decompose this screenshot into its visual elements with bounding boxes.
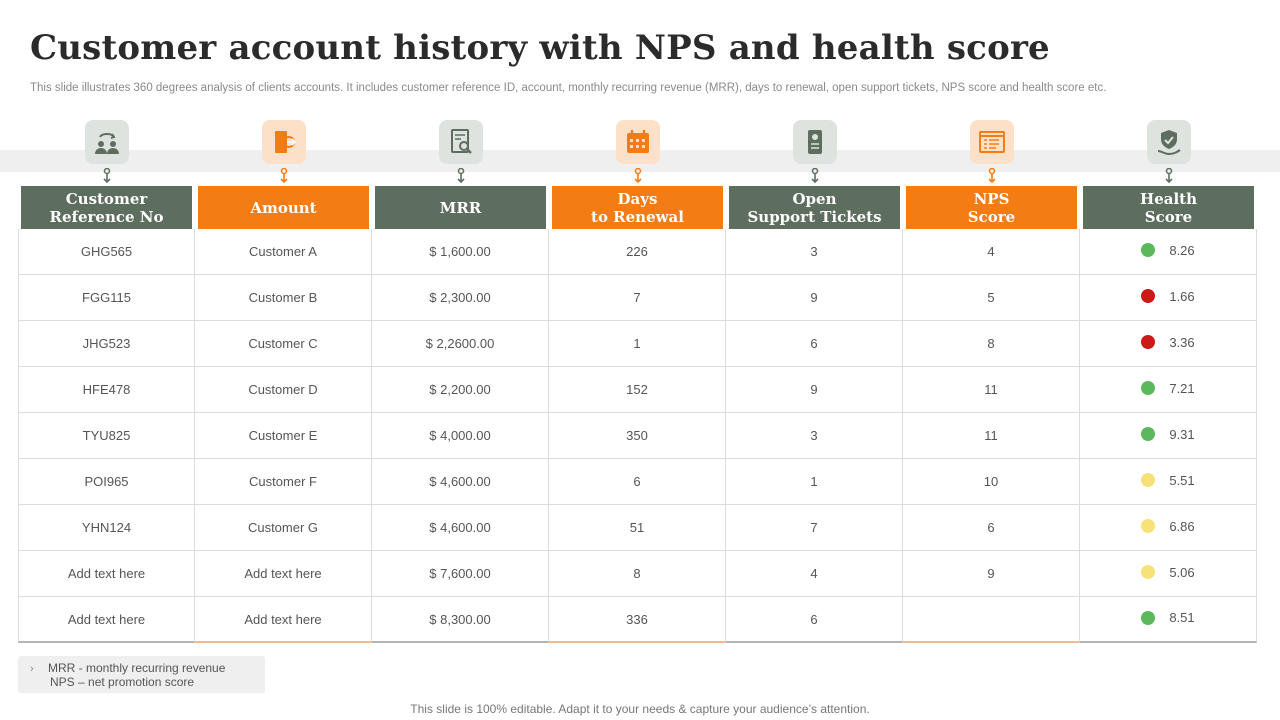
cell-mrr: $ 2,2600.00 [372,321,549,367]
icon-cell [903,120,1080,186]
cell-amount: Customer C [195,321,372,367]
page-title: Customer account history with NPS and health score [30,28,1050,68]
cell-reference: POI965 [18,459,195,505]
cell-days-to-renewal: 51 [549,505,726,551]
note-line-nps: NPS – net promotion score [50,675,195,689]
calendar-icon [616,120,660,164]
cell-nps-score: 6 [903,505,1080,551]
column-icons [18,120,1257,186]
cell-support-tickets: 6 [726,321,903,367]
status-dot-icon [1141,611,1155,625]
health-score-value: 8.51 [1169,610,1195,626]
cell-support-tickets: 7 [726,505,903,551]
page-subtitle: This slide illustrates 360 degrees analysis of clients accounts. It includes customer reference ID, account, monthly recurring revenue (MRR), days to renewal, open support tickets, NPS score and health score etc. [30,82,1107,94]
status-dot-icon [1141,565,1155,579]
table-row [18,229,1257,275]
cell-health-score [1080,459,1257,505]
cell-days-to-renewal: 226 [549,229,726,275]
table-row [18,505,1257,551]
connector-arrow-icon [102,168,112,184]
connector-arrow-icon [987,168,997,184]
exit-door-icon [262,120,306,164]
health-score-value: 5.06 [1169,564,1195,580]
connector-arrow-icon [1164,168,1174,184]
cell-days-to-renewal: 1 [549,321,726,367]
ticket-icon [793,120,837,164]
cell-amount: Customer E [195,413,372,459]
icon-cell [18,120,195,186]
cell-days-to-renewal: 8 [549,551,726,597]
connector-arrow-icon [633,168,643,184]
health-score-value: 3.36 [1169,334,1195,350]
cell-mrr: $ 4,600.00 [372,459,549,505]
health-score-value: 5.51 [1169,472,1195,488]
connector-arrow-icon [456,168,466,184]
column-header-nps-score: NPS Score [903,186,1080,229]
icon-cell [1080,120,1257,186]
status-dot-icon [1141,473,1155,487]
column-header-health-score: Health Score [1080,186,1257,229]
cell-support-tickets: 3 [726,229,903,275]
health-score-value: 1.66 [1169,288,1195,304]
table-row [18,551,1257,597]
cell-nps-score: 11 [903,413,1080,459]
cell-mrr: $ 2,200.00 [372,367,549,413]
column-header-days-to-renewal: Days to Renewal [549,186,726,229]
cell-reference: Add text here [18,597,195,643]
column-header-mrr: MRR [372,186,549,229]
cell-amount: Add text here [195,551,372,597]
cell-support-tickets: 9 [726,275,903,321]
table-row [18,275,1257,321]
cell-days-to-renewal: 6 [549,459,726,505]
table-row [18,413,1257,459]
cell-days-to-renewal: 336 [549,597,726,643]
cell-nps-score: 4 [903,229,1080,275]
cell-reference: YHN124 [18,505,195,551]
cell-mrr: $ 7,600.00 [372,551,549,597]
health-score-value: 8.26 [1169,242,1195,258]
column-header-reference: Customer Reference No [18,186,195,229]
cell-health-score [1080,551,1257,597]
cell-reference: FGG115 [18,275,195,321]
cell-nps-score: 5 [903,275,1080,321]
cell-amount: Customer D [195,367,372,413]
cell-reference: TYU825 [18,413,195,459]
table-row [18,459,1257,505]
cell-mrr: $ 2,300.00 [372,275,549,321]
cell-amount: Add text here [195,597,372,643]
cell-amount: Customer F [195,459,372,505]
table-row [18,597,1257,643]
cell-days-to-renewal: 350 [549,413,726,459]
cell-support-tickets: 1 [726,459,903,505]
cell-mrr: $ 1,600.00 [372,229,549,275]
table-header-row [18,186,1257,229]
cell-amount: Customer B [195,275,372,321]
connector-arrow-icon [279,168,289,184]
icon-cell [549,120,726,186]
cell-health-score [1080,597,1257,643]
cell-health-score [1080,321,1257,367]
column-header-amount: Amount [195,186,372,229]
cell-nps-score [903,597,1080,643]
cell-support-tickets: 9 [726,367,903,413]
cell-days-to-renewal: 7 [549,275,726,321]
chevron-right-icon: › [30,663,34,675]
cell-support-tickets: 6 [726,597,903,643]
cell-days-to-renewal: 152 [549,367,726,413]
connector-arrow-icon [810,168,820,184]
cell-health-score [1080,413,1257,459]
people-exchange-icon [85,120,129,164]
cell-health-score [1080,367,1257,413]
cell-health-score [1080,275,1257,321]
table-row [18,367,1257,413]
report-search-icon [439,120,483,164]
cell-support-tickets: 4 [726,551,903,597]
status-dot-icon [1141,243,1155,257]
cell-nps-score: 8 [903,321,1080,367]
cell-amount: Customer A [195,229,372,275]
icon-cell [372,120,549,186]
cell-reference: JHG523 [18,321,195,367]
cell-mrr: $ 4,000.00 [372,413,549,459]
status-dot-icon [1141,381,1155,395]
cell-amount: Customer G [195,505,372,551]
health-score-value: 6.86 [1169,518,1195,534]
cell-health-score [1080,505,1257,551]
cell-reference: HFE478 [18,367,195,413]
cell-nps-score: 10 [903,459,1080,505]
column-header-support-tickets: Open Support Tickets [726,186,903,229]
icon-cell [195,120,372,186]
table-row [18,321,1257,367]
note-line-mrr: MRR - monthly recurring revenue [48,661,226,675]
account-history-table [18,186,1257,643]
cell-reference: Add text here [18,551,195,597]
abbreviation-note [18,656,265,693]
shield-hand-icon [1147,120,1191,164]
cell-mrr: $ 8,300.00 [372,597,549,643]
browser-checklist-icon [970,120,1014,164]
status-dot-icon [1141,519,1155,533]
cell-support-tickets: 3 [726,413,903,459]
cell-health-score [1080,229,1257,275]
cell-mrr: $ 4,600.00 [372,505,549,551]
status-dot-icon [1141,335,1155,349]
health-score-value: 9.31 [1169,426,1195,442]
health-score-value: 7.21 [1169,380,1195,396]
icon-cell [726,120,903,186]
footer-text: This slide is 100% editable. Adapt it to your needs & capture your audience’s attention. [410,702,870,716]
cell-reference: GHG565 [18,229,195,275]
cell-nps-score: 9 [903,551,1080,597]
cell-nps-score: 11 [903,367,1080,413]
status-dot-icon [1141,427,1155,441]
status-dot-icon [1141,289,1155,303]
